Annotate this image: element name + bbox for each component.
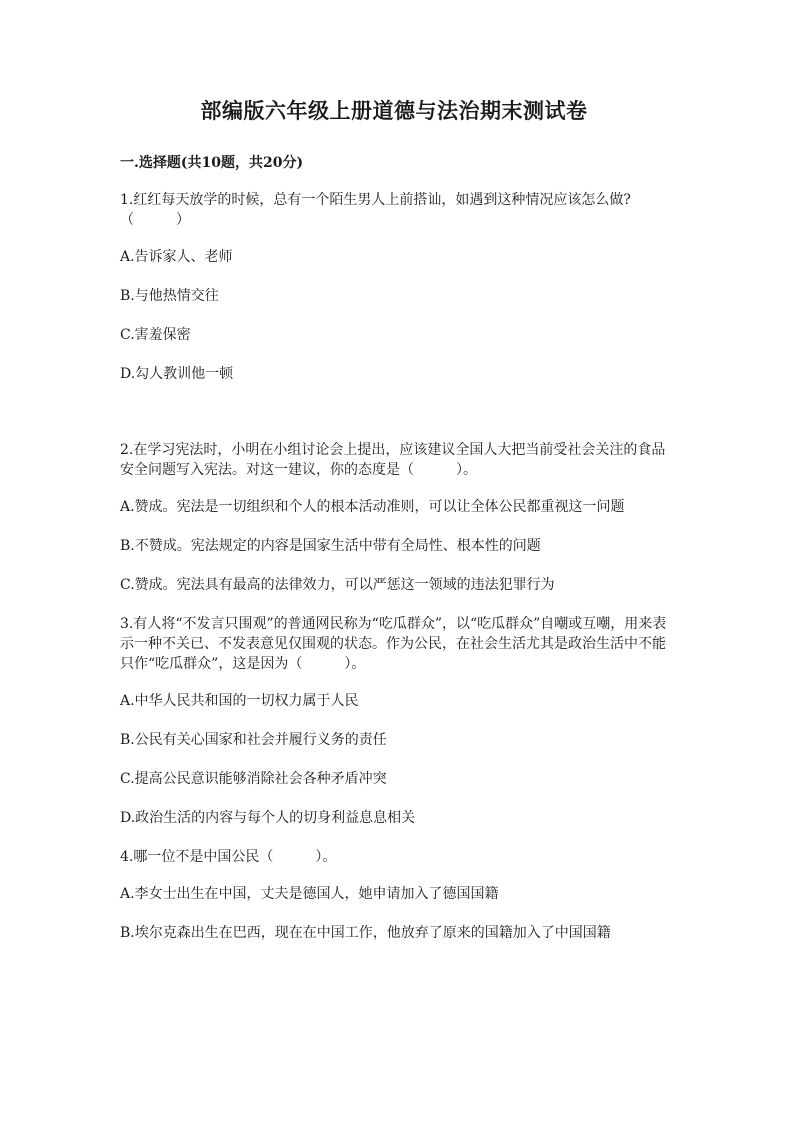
option-b: B.公民有关心国家和社会并履行义务的责任 [120,732,387,748]
option-c: C.赞成。宪法具有最高的法律效力，可以严惩这一领域的违法犯罪行为 [120,577,555,593]
question-stem: 4.哪一位不是中国公民（ ）。 [120,849,337,865]
option-a: A.中华人民共和国的一切权力属于人民 [120,693,359,709]
option-b: B.与他热情交往 [120,288,219,304]
question-1 [120,190,668,384]
page-title: 部编版六年级上册道德与法治期末测试卷 [200,98,588,123]
option-c: C.提高公民意识能够消除社会各种矛盾冲突 [120,771,387,787]
question-stem: 1.红红每天放学的时候，总有一个陌生男人上前搭讪，如遇到这种情况应该怎么做?（ ） [120,192,631,228]
question-stem: 3.有人将“不发言只围观”的普通网民称为“吃瓜群众”，以“吃瓜群众”自嘲或互嘲，用来表示一种不关已、不发表意见仅围观的状态。作为公民，在社会生活尤其是政治生活中不能只作“吃瓜群众”，这是因为（ ）。 [120,616,667,672]
spacer [120,403,668,440]
option-a: A.赞成。宪法是一切组织和个人的根本活动准则，可以让全体公民都重视这一问题 [120,499,625,515]
section-heading: 一.选择题(共10题，共20分) [120,155,304,171]
option-a: A.告诉家人、老师 [120,249,233,265]
question-3 [120,614,668,828]
option-b: B.埃尔克森出生在巴西，现在在中国工作，他放弃了原来的国籍加入了中国国籍 [120,925,611,941]
option-b: B.不赞成。宪法规定的内容是国家生活中带有全局性、根本性的问题 [120,538,541,554]
question-4 [120,847,668,943]
option-d: D.政治生活的内容与每个人的切身利益息息相关 [120,810,416,826]
option-c: C.害羞保密 [120,327,191,343]
question-2 [120,440,668,595]
question-stem: 2.在学习宪法时，小明在小组讨论会上提出，应该建议全国人大把当前受社会关注的食品安全问题写入宪法。对这一建议，你的态度是（ ）。 [120,442,666,478]
option-a: A.李女士出生在中国，丈夫是德国人，她申请加入了德国国籍 [120,886,499,902]
option-d: D.勾人教训他一顿 [120,366,234,382]
